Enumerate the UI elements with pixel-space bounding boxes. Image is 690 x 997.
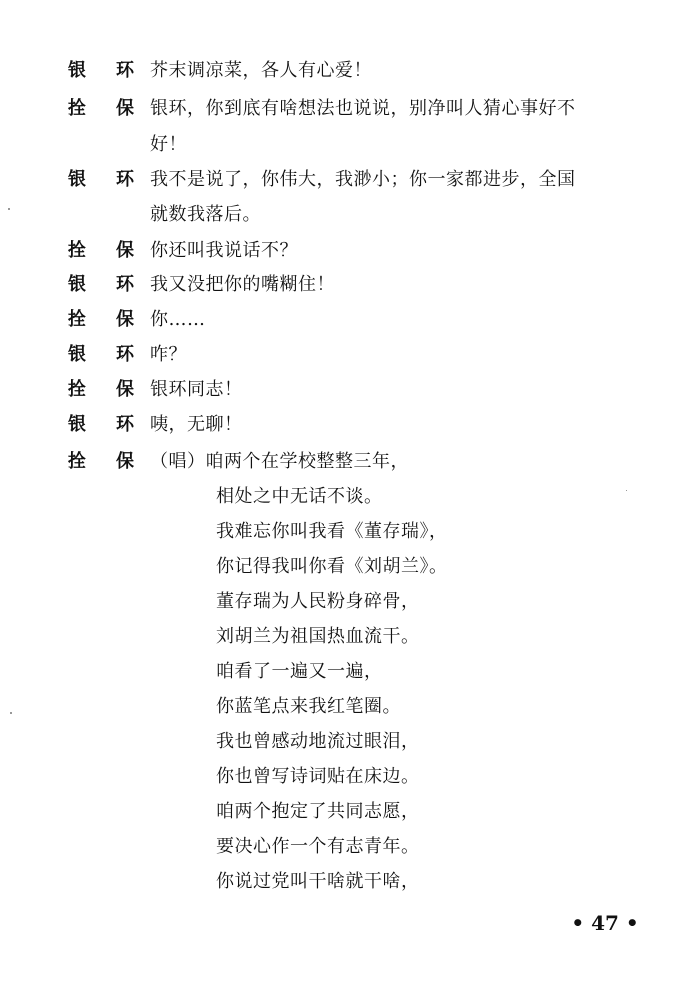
verse-text: 刘胡兰为祖国热血流干。 xyxy=(216,626,420,647)
dialogue-text: （唱）咱两个在学校整整三年， xyxy=(150,451,409,472)
song-verse xyxy=(0,657,690,687)
dialogue-continuation xyxy=(0,130,690,160)
dialogue-text: 好！ xyxy=(150,134,187,155)
dialogue-line xyxy=(0,236,690,266)
dialogue-line xyxy=(0,375,690,405)
verse-text: 你说过党叫干啥就干啥， xyxy=(216,871,420,892)
song-verse xyxy=(0,622,690,652)
dialogue-line xyxy=(0,56,690,86)
dialogue-text: 就数我落后。 xyxy=(150,204,261,225)
verse-text: 咱两个抱定了共同志愿， xyxy=(216,801,420,822)
song-verse xyxy=(0,692,690,722)
scan-speck xyxy=(10,712,12,714)
verse-text: 你记得我叫你看《刘胡兰》。 xyxy=(216,556,448,577)
speaker-name: 拴 保 xyxy=(68,240,134,261)
song-verse xyxy=(0,552,690,582)
speaker-name: 拴 保 xyxy=(68,98,134,119)
verse-text: 董存瑞为人民粉身碎骨， xyxy=(216,591,420,612)
dialogue-line xyxy=(0,270,690,300)
speaker-name: 银 环 xyxy=(68,169,134,190)
speaker-name: 拴 保 xyxy=(68,309,134,330)
verse-text: 相处之中无话不谈。 xyxy=(216,486,383,507)
dialogue-text: 你…… xyxy=(150,309,206,330)
dialogue-line xyxy=(0,447,690,477)
song-verse xyxy=(0,832,690,862)
dialogue-line xyxy=(0,410,690,440)
dialogue-line xyxy=(0,165,690,195)
song-verse xyxy=(0,482,690,512)
verse-text: 要决心作一个有志青年。 xyxy=(216,836,420,857)
verse-text: 你蓝笔点来我红笔圈。 xyxy=(216,696,401,717)
song-verse xyxy=(0,587,690,617)
dialogue-line xyxy=(0,94,690,124)
dialogue-text: 咋？ xyxy=(150,344,187,365)
song-verse xyxy=(0,727,690,757)
speaker-name: 银 环 xyxy=(68,414,134,435)
dialogue-text: 我不是说了，你伟大，我渺小；你一家都进步，全国 xyxy=(150,169,576,190)
verse-text: 你也曾写诗词贴在床边。 xyxy=(216,766,420,787)
dialogue-line xyxy=(0,340,690,370)
dialogue-continuation xyxy=(0,200,690,230)
scan-speck xyxy=(8,208,10,210)
song-verse xyxy=(0,867,690,897)
song-verse xyxy=(0,517,690,547)
speaker-name: 银 环 xyxy=(68,60,134,81)
scan-speck xyxy=(626,490,627,491)
dialogue-text: 咦，无聊！ xyxy=(150,414,243,435)
speaker-name: 银 环 xyxy=(68,274,134,295)
dialogue-text: 银环，你到底有啥想法也说说，别净叫人猜心事好不 xyxy=(150,98,576,119)
verse-text: 我也曾感动地流过眼泪， xyxy=(216,731,420,752)
speaker-name: 拴 保 xyxy=(68,379,134,400)
song-verse xyxy=(0,762,690,792)
page-number: • 47 • xyxy=(571,911,639,935)
verse-text: 我难忘你叫我看《董存瑞》， xyxy=(216,521,448,542)
speaker-name: 银 环 xyxy=(68,344,134,365)
dialogue-line xyxy=(0,305,690,335)
dialogue-text: 银环同志！ xyxy=(150,379,243,400)
verse-text: 咱看了一遍又一遍， xyxy=(216,661,383,682)
speaker-name: 拴 保 xyxy=(68,451,134,472)
dialogue-text: 我又没把你的嘴糊住！ xyxy=(150,274,335,295)
song-verse xyxy=(0,797,690,827)
dialogue-text: 芥末调凉菜，各人有心爱！ xyxy=(150,60,372,81)
dialogue-text: 你还叫我说话不？ xyxy=(150,240,298,261)
